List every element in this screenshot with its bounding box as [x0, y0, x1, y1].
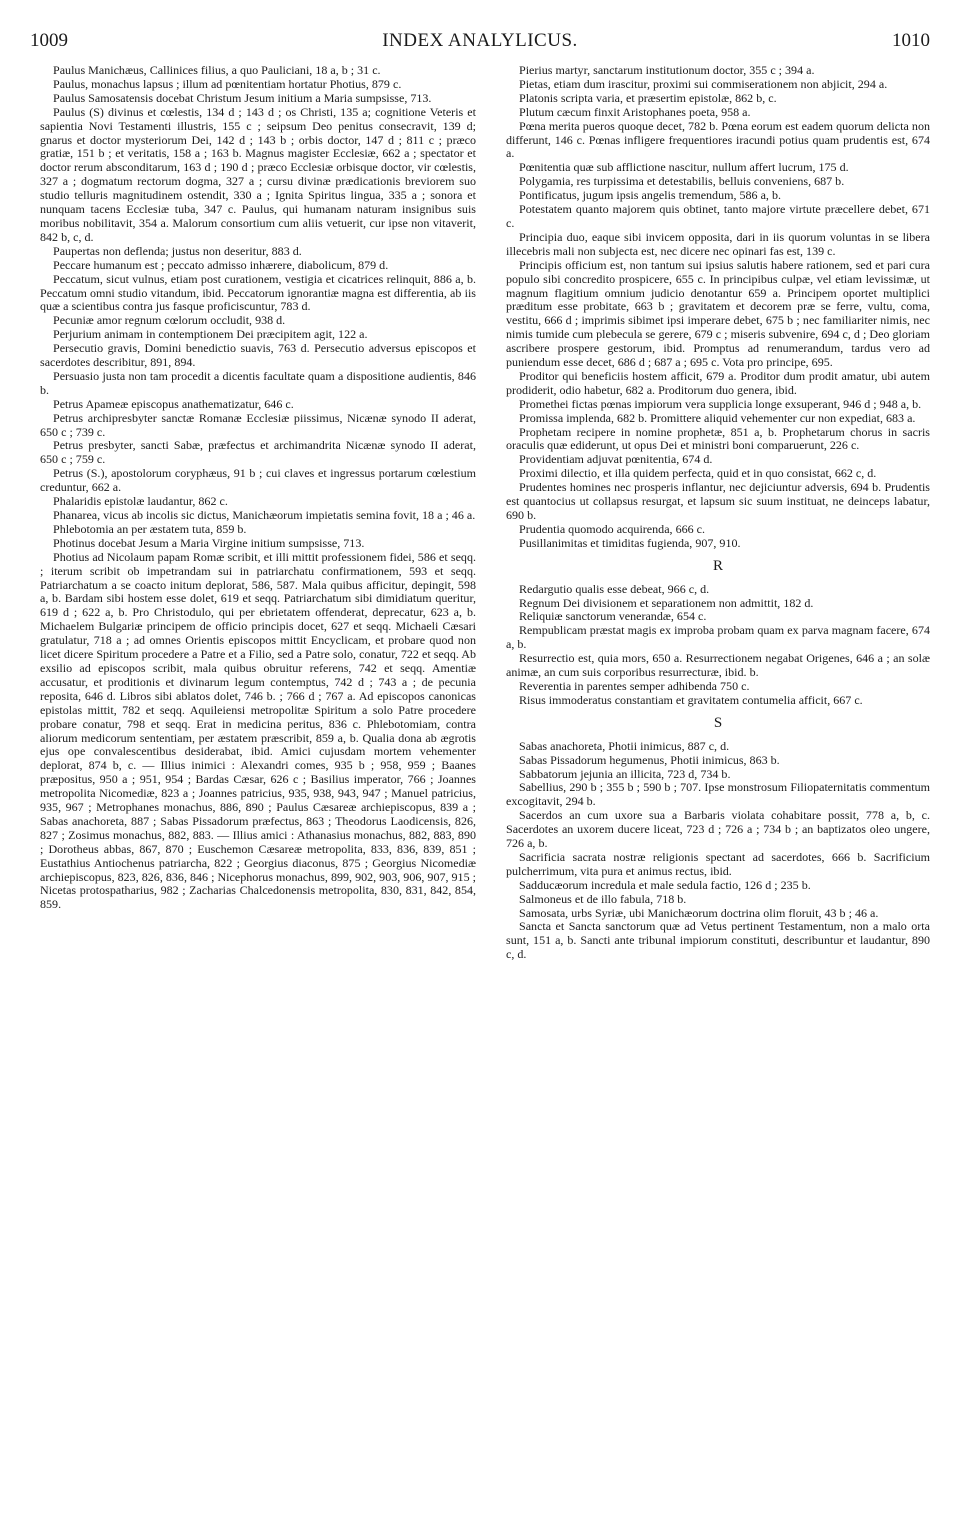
index-entry: Petrus presbyter, sancti Sabæ, præfectus et archimandrita Nicænæ synodo II aderat, 650 c ; 759 c.	[40, 438, 476, 467]
index-entry: Persecutio gravis, Domini benedictio suavis, 763 d. Persecutio adversus episcopos et sacerdotes describitur, 891, 894.	[40, 341, 476, 370]
index-entry: Promissa implenda, 682 b. Promittere aliquid vehementer cur non expediat, 683 a.	[519, 410, 916, 425]
index-entry: Pusillanimitas et timiditas fugienda, 907, 910.	[519, 535, 741, 550]
index-entry: Platonis scripta varia, et præsertim epistolæ, 862 b, c.	[519, 90, 777, 105]
index-entry: Persuasio justa non tam procedit a dicentis facultate quam a dispositione audientis, 846 b.	[40, 368, 476, 397]
index-entry: Paupertas non deflenda; justus non deseritur, 883 d.	[53, 243, 302, 258]
index-entry: Prudentes homines nec prosperis inflantur, nec dejiciuntur adversis, 694 b. Prudentis est quantocius ut collapsus resurgat, et lapsum sic suum instituat, ne deinceps labatur, 690 b.	[506, 480, 930, 522]
index-entry: Sacrificia sacrata nostræ religionis spectant ad sacerdotes, 666 b. Sacrificium pulcherrimum, vita pura et animus rectus, ibid.	[506, 849, 930, 878]
index-entry: Reliquiæ sanctorum venerandæ, 654 c.	[519, 609, 707, 624]
index-entry: Proximi dilectio, et illa quidem perfecta, quid et in quo consistat, 662 c, d.	[519, 466, 877, 481]
index-entry: Principia duo, eaque sibi invicem opposita, dari in iis quorum voluntas in se libera illecebris mali non subjecta est, nec dicere nec opinari fas est, 139 c.	[506, 229, 930, 258]
index-entry: Reverentia in parentes semper adhibenda 750 c.	[519, 678, 750, 693]
index-entry: Sadducæorum incredula et male sedula factio, 126 d ; 235 b.	[519, 877, 811, 892]
index-entry: Sacerdos an cum uxore sua a Barbaris violata cohabitare possit, 778 a, b, c. Sacerdotes an uxorem ducere liceat, 723 d ; 726 a ; 734 b ; an baptizatos oleo ungere, 726 a, b.	[506, 808, 930, 851]
index-entry: Pœna merita pueros quoque decet, 782 b. Pœna eorum est eadem quorum delicta non differunt, 146 c. Pœnas infligere frequentiores iracundi potius quam prudentis est, 674 a.	[506, 118, 930, 161]
index-entry: Pontificatus, jugum ipsis angelis tremendum, 586 a, b.	[519, 188, 781, 203]
index-entry: Photinus docebat Jesum a Maria Virgine initium sumpsisse, 713.	[53, 535, 365, 550]
index-entry: Plutum cæcum finxit Aristophanes poeta, 958 a.	[519, 104, 751, 119]
page-header	[30, 30, 930, 60]
index-entry: Phalaridis epistolæ laudantur, 862 c.	[53, 494, 228, 509]
index-entry: Samosata, urbs Syriæ, ubi Manichæorum doctrina olim floruit, 43 b ; 46 a.	[519, 905, 879, 920]
index-entry: Paulus Manichæus, Callinices filius, a quo Pauliciani, 18 a, b ; 31 c.	[53, 64, 381, 77]
index-entry: Peccatum, sicut vulnus, etiam post curationem, vestigia et cicatrices relinquit, 886 a, b. Peccatum omni studio vitandum, ibid. Peccatorum ignorantiæ magna est differentia, ab iis quæ a scientibus contra jus fasque proficiscuntur, 783 d.	[40, 271, 476, 314]
page-number-left: 1009	[30, 30, 68, 51]
index-entry: Paulus, monachus lapsus ; illum ad pœnitentiam hortatur Photius, 879 c.	[53, 76, 402, 91]
index-entry: Photius ad Nicolaum papam Romæ scribit, et illi mittit professionem fidei, 586 et seqq. ; iterum scribit ob impetrandam sui in patriarchatu confirmationem, 593 et seqq. Patriarchatum a se coacto initum deplorat, 586, 587. Mala quibus afficitur, depingit, 598 a, b. Bardam sibi hostem esse dolet, 619 et seqq. Patriarchatum sibi dimidiatum queritur, 619 d ; 622 a, b. Pro Christodulo, qui per ebrietatem offenderat, deprecatur, 623 a, b. Michaelem Bulgariæ principem de officio principis docet, 627 et seqq. Michaeli Cæsari gratulatur, 718 a ; ad omnes Orientis episcopos mittit Encyclicam, et probare quod non licet dicere Spiritum procedere a Patre et a Filio, sed a Patre solo, conatur, 722 et seqq. Ab exsilio ad episcopos scribit, mala quibus obruitur referens, 742 et seqq. Amentiæ accusatur, et proditionis et divinarum legum contemptus, 742 d ; 743 a ; de pecunia reposita, 646 d. Libros sibi ablatos dolet, 746 b. ; 766 d ; 767 a. Ad episcopos canonicas epistolas mittit, 782 et seqq. Aquileiensi metropolitæ Spiritum a solo Patre procedere probare conatur, 798 et seqq. Erat in medicina peritus, 836 c. Phlebotomiam, contra aliorum medicorum sententiam, per æstatem præscribit, 859 a, b. Qualia dona ab ægrotis ejus ope convalescentibus desiderabat, ibid. Amici cujusdam mortem vehementer deplorat, 874 b, c. — Illius inimici : Alexandri comes, 935 b ; 958, 959 ; Baanes præpositus, 950 a ; 951, 954 ; Bardas Cæsar, 626 c ; Basilius imperator, 766 ; Joannes metropolita Nicomediæ, 823 a ; Joannes patricius, 935, 938, 943, 947 ; Manuel patricius, 935, 967 ; Metrophanes monachus, 886, 890 ; Paulus Cæsareæ archiepiscopus, 839 a ; Sabas anachoreta, 887 ; Sabas Pissadorum præfectus, 863 ; Theodorus Laodicensis, 826, 827 ; Zosimus monachus, 882, 883. — Illius amici : Athanasius monachus, 882, 883, 890 ; Dorotheus abbas, 867, 870 ; Euschemon Cæsareæ metropolita, 833, 836, 839, 851 ; Eustathius Antiochenus patriarcha, 822 ; Georgius diaconus, 875 ; Georgius Nicomediæ archiepiscopus, 823, 826, 836, 846 ; Nicephorus monachus, 899, 902, 903, 906, 907, 915 ; Nicetas protospatharius, 982 ; Zacharias Chalcedonensis metropolita, 830, 831, 842, 854, 859.	[40, 549, 476, 912]
index-entry: Regnum Dei divisionem et separationem non admittit, 182 d.	[519, 595, 814, 610]
index-entry: Potestatem quanto majorem quis obtinet, tanto majore virtute præcellere debet, 671 c.	[506, 202, 930, 230]
section-letter-s: S	[713, 714, 723, 731]
index-entry: Peccare humanum est ; peccato admisso inhærere, diabolicum, 879 d.	[53, 257, 389, 272]
section-letter-r: R	[712, 557, 723, 574]
index-entry: Rempublicam præstat magis ex improba probam quam ex parva magnam facere, 674 a, b.	[506, 623, 930, 652]
page-number-right: 1010	[892, 30, 930, 51]
index-entry: Pœnitentia quæ sub afflictione nascitur, nullum affert lucrum, 175 d.	[519, 160, 849, 175]
index-entry: Petrus archipresbyter sanctæ Romanæ Ecclesiæ piissimus, Nicænæ synodo II aderat, 650 c ; 739 c.	[40, 410, 476, 439]
index-entry: Sancta et Sancta sanctorum quæ ad Vetus pertinent Testamentum, non a malo orta sunt, 151 a, b. Sancti ante tribunal impiorum constituti, describuntur et laudantur, 890 c, d.	[506, 919, 930, 962]
index-entry: Sabas Pissadorum hegumenus, Photii inimicus, 863 b.	[519, 752, 780, 767]
index-entry: Perjurium animam in contemptionem Dei præcipitem agit, 122 a.	[53, 327, 368, 342]
index-entry: Phanarea, vicus ab incolis sic dictus, Manichæorum impietatis semina fovit, 18 a ; 46 a.	[53, 508, 476, 522]
index-entry: Pierius martyr, sanctarum institutionum doctor, 355 c ; 394 a.	[519, 64, 815, 77]
index-entry: Petrus Apameæ episcopus anathematizatur, 646 c.	[53, 396, 294, 411]
index-entry: Prophetam recipere in nomine prophetæ, 851 a, b. Prophetarum chorus in sacris oraculis quæ ediderunt, ut opus Dei et ministri boni comparuerunt, 226 c.	[506, 424, 930, 453]
index-entry: Prudentia quomodo acquirenda, 666 c.	[519, 521, 706, 536]
index-entry: Salmoneus et de illo fabula, 718 b.	[519, 891, 687, 906]
index-entry: Paulus (S) divinus et cœlestis, 134 d ; 143 d ; os Christi, 135 a; cognitione Veteris et sapientia Novi Testamenti illustris, 155 c ; seipsum Deo penitus consecravit, 139 d; gnarus et doctor mysteriorum Dei, 142 d ; 143 b ; orbis doctor, 147 d ; 811 c ; præco gratiæ, 151 b ; et veritatis, 158 a ; 163 b. Magnus magister Ecclesiæ, 662 a ; spectator et doctor rerum absconditarum, 163 d ; 190 d ; præco Ecclesiæ orbisque doctor, vir cœlestis, 327 a ; dogmatum rectorum dogma, 327 a ; cursu divinæ prædicationis breviorem suo studio telluris magnitudinem ostendit, 330 a ; Ignita Spiritus lingua, 335 a ; sonora et nunquam tacens Ecclesiæ tuba, 347 c. Paulus, qui humanam naturam insignibus suis moribus nobilitavit, 354 a. Malorum consortium cum aliis vetuerit, cur ipse non vitaverit, 842 b, c, d.	[40, 104, 476, 244]
index-entry: Pecuniæ amor regnum cœlorum occludit, 938 d.	[53, 313, 286, 328]
index-entry: Proditor qui beneficiis hostem afficit, 679 a. Proditor dum prodit amatur, ubi autem prodiderit, odio habetur, 682 a. Proditorum duo genera, ibid.	[506, 368, 930, 397]
index-entry: Resurrectio est, quia mors, 650 a. Resurrectionem negabat Origenes, 646 a ; an solæ animæ, an cum suis corporibus resurrecturæ, ibid. b.	[506, 651, 930, 680]
index-entry: Redargutio qualis esse debeat, 966 c, d.	[519, 581, 710, 596]
index-column-right	[506, 64, 930, 1519]
index-entry: Risus immoderatus constantiam et gravitatem contumelia afficit, 667 c.	[519, 692, 863, 707]
index-entry: Promethei fictas pœnas impiorum vera supplicia longe exsuperant, 946 d ; 948 a, b.	[519, 396, 922, 411]
index-entry: Principis officium est, non tantum sui ipsius salutis habere rationem, sed et pari cura populo sibi concredito prospicere, 655 c. In principibus culpæ, vel etiam levissimæ, ut magnum flagitium omnium judicio denotantur 659 a. Principem oportet multiplici præditum esse probitate, 663 b ; gravitatem et decorem præ se ferre, vultu, coma, vestitu, 666 d ; imprimis sibimet ipsi imperare debet, 675 b ; nec familiariter nimis, nec nimis tumide cum plebecula se gerere, 679 c ; miseris subvenire, 694 c, d ; Deo gloriam ascribere prospere gestorum, ibid. Promptus ad renumerandum, tardus vero ad puniendum esse decet, 686 d ; 687 a ; 695 c. Vota pro principe, 695.	[506, 257, 930, 370]
index-entry: Pietas, etiam dum irascitur, proximi sui commiserationem non abjicit, 294 a.	[519, 76, 888, 91]
index-entry: Polygamia, res turpissima et detestabilis, belluis conveniens, 687 b.	[519, 174, 845, 189]
index-entry: Petrus (S.), apostolorum coryphæus, 91 b ; cui claves et ingressus portarum cœlestium creduntur, 662 a.	[40, 466, 476, 495]
index-entry: Sabas anachoreta, Photii inimicus, 887 c, d.	[519, 738, 730, 753]
index-column-left	[40, 64, 476, 1519]
index-entry: Providentiam adjuvat pœnitentia, 674 d.	[519, 452, 713, 467]
index-entry: Paulus Samosatensis docebat Christum Jesum initium a Maria sumpsisse, 713.	[53, 90, 432, 105]
index-entry: Sabellius, 290 b ; 355 b ; 590 b ; 707. Ipse monstrosum Filiopaternitatis commentum excogitavit, 294 b.	[506, 780, 930, 809]
index-entry: Sabbatorum jejunia an illicita, 723 d, 734 b.	[519, 766, 731, 781]
page-title: INDEX ANALYLICUS.	[382, 30, 578, 51]
index-entry: Phlebotomia an per æstatem tuta, 859 b.	[53, 521, 247, 536]
